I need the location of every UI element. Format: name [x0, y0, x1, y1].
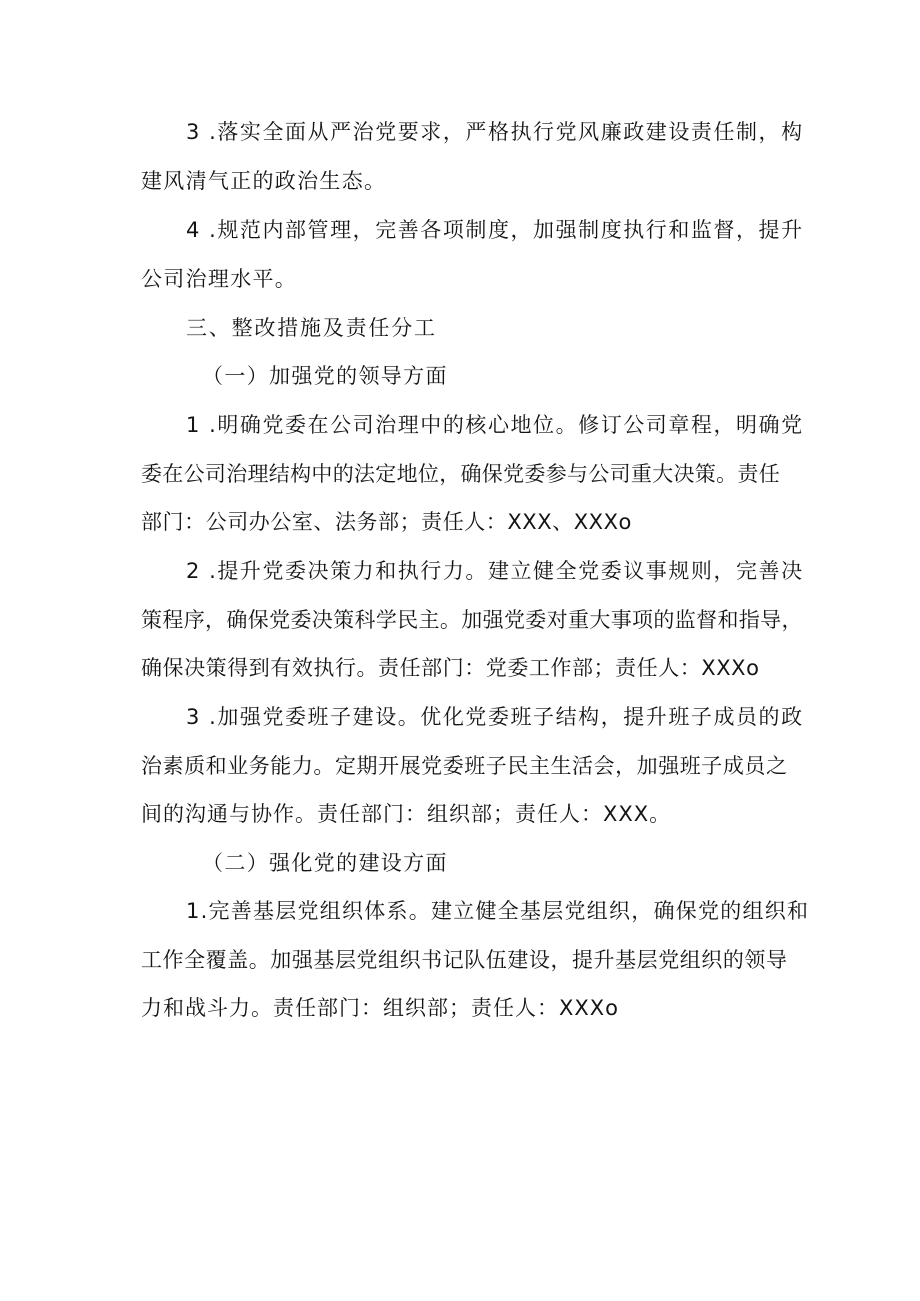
item-2-line-3: 确保决策得到有效执行。责任部门：党委工作部；责任人：XXXo: [141, 656, 760, 680]
item-3-line-1: 3 .加强党委班子建设。优化党委班子结构，提升班子成员的政: [186, 705, 804, 729]
item-4-line-1: 1.完善基层党组织体系。建立健全基层党组织，确保党的组织和: [186, 899, 810, 923]
item-4-line-3: 力和战斗力。责任部门：组织部；责任人：XXXo: [141, 996, 620, 1020]
item-4-line-2: 工作全覆盖。加强基层党组织书记队伍建设，提升基层党组织的领导: [141, 948, 788, 972]
section-heading-3: 三、整改措施及责任分工: [186, 316, 437, 340]
paragraph-4-line-1: 4 .规范内部管理，完善各项制度，加强制度执行和监督，提升: [186, 218, 804, 242]
item-1-line-1: 1 .明确党委在公司治理中的核心地位。修订公司章程，明确党: [186, 413, 804, 437]
item-2-line-2: 策程序，确保党委决策科学民主。加强党委对重大事项的监督和指导，: [141, 608, 803, 632]
paragraph-4-line-2: 公司治理水平。: [141, 267, 298, 291]
subsection-heading-1: （一）加强党的领导方面: [202, 364, 448, 388]
subsection-heading-2: （二）强化党的建设方面: [202, 851, 448, 875]
item-3-line-3: 间的沟通与协作。责任部门：组织部；责任人：XXX。: [141, 802, 672, 826]
item-1-line-2: 委在公司治理结构中的法定地位，确保党委参与公司重大决策。责任: [141, 462, 780, 486]
paragraph-3-line-1: 3 .落实全面从严治党要求，严格执行党风廉政建设责任制，构: [186, 120, 804, 144]
item-1-line-3: 部门：公司办公室、法务部；责任人：XXX、XXXo: [141, 510, 632, 534]
item-2-line-1: 2 .提升党委决策力和执行力。建立健全党委议事规则，完善决: [186, 559, 804, 583]
item-3-line-2: 治素质和业务能力。定期开展党委班子民主生活会，加强班子成员之: [141, 754, 788, 778]
paragraph-3-line-2: 建风清气正的政治生态。: [141, 169, 387, 193]
